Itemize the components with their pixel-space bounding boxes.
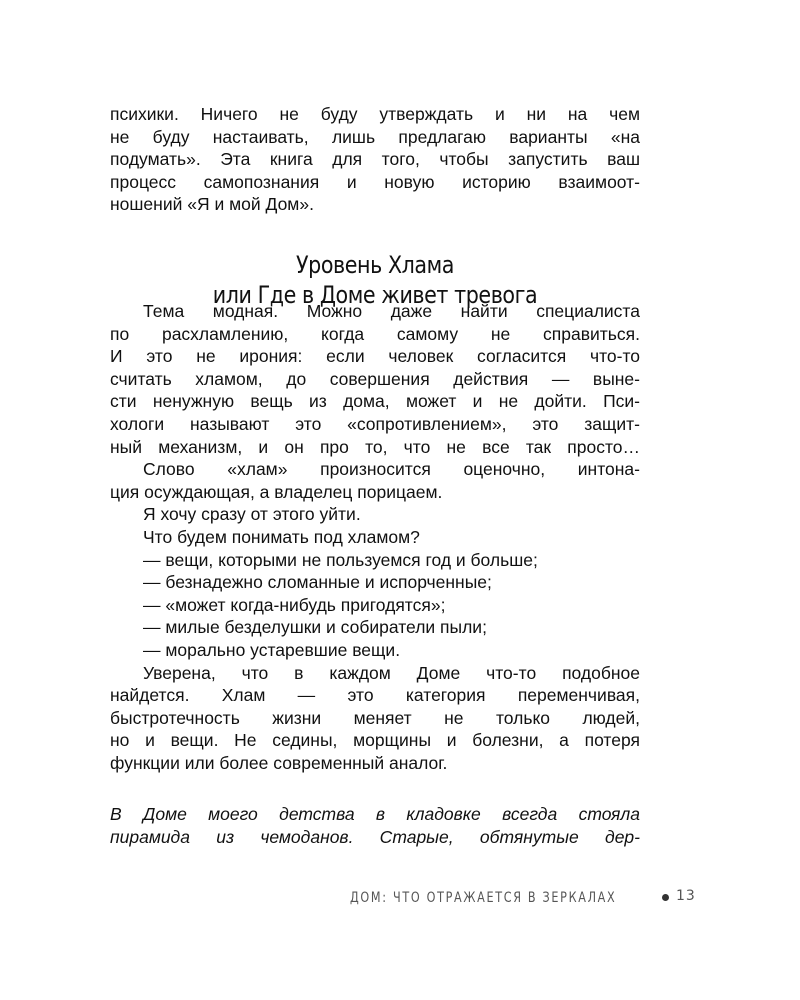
text-line: В Доме моего детства в кладовке всегда стояла (110, 804, 640, 824)
text-line: ный механизм, и он про то, что не все так просто… (110, 436, 640, 457)
text-line: найдется. Хлам — это категория переменчивая, (110, 685, 640, 706)
paragraph-first-line: Уверена, что в каждом Доме что-то подобное (143, 662, 640, 683)
list-item: — вещи, которыми не пользуемся год и больше; (143, 549, 538, 570)
text-line: И это не ирония: если человек согласится что-то (110, 346, 640, 367)
text-line: пирамида из чемоданов. Старые, обтянутые дер- (110, 826, 640, 847)
paragraph-first-line: Что будем понимать под хламом? (143, 526, 420, 547)
text-line: быстротечность жизни меняет не только людей, (110, 707, 640, 728)
paragraph-first-line: Слово «хлам» произносится оценочно, интона- (143, 459, 640, 480)
list-item: — милые безделушки и собиратели пыли; (143, 617, 487, 638)
list-item: — «может когда-нибудь пригодятся»; (143, 594, 446, 615)
section-heading-line-2: или Где в Доме живет тревога (212, 281, 538, 309)
page-footer (350, 888, 696, 912)
intro-paragraph (110, 103, 640, 216)
text-line: сти ненужную вещь из дома, может и не дойти. Пси- (110, 391, 640, 412)
list-item: — морально устаревшие вещи. (143, 639, 401, 660)
text-line: хологи называют это «сопротивлением», это защит- (110, 413, 640, 434)
text-line: но и вещи. Не седины, морщины и болезни, а потеря (110, 730, 640, 751)
text-line: процесс самопознания и новую историю взаимоот- (110, 171, 640, 192)
text-line: не буду настаивать, лишь предлагаю варианты «на (110, 126, 640, 147)
paragraph-first-line: Тема модная. Можно даже найти специалиста (143, 301, 640, 321)
section-heading-line-1: Уровень Хлама (296, 251, 454, 279)
text-line: функции или более современный аналог. (110, 752, 448, 773)
list-item: — безнадежно сломанные и испорченные; (143, 572, 492, 593)
italic-passage (110, 803, 640, 848)
text-line: считать хламом, до совершения действия — выне- (110, 368, 640, 389)
text-line: ношений «Я и мой Дом». (110, 194, 314, 215)
text-line: подумать». Эта книга для того, чтобы запустить ваш (110, 149, 640, 170)
page-number: 13 (676, 888, 696, 904)
text-line: по расхламлению, когда самому не справиться. (110, 323, 640, 344)
text-line: психики. Ничего не буду утверждать и ни на чем (110, 104, 640, 124)
text-line: ция осуждающая, а владелец порицаем. (110, 481, 443, 502)
bullet-icon (662, 894, 669, 901)
paragraph-first-line: Я хочу сразу от этого уйти. (143, 504, 361, 525)
body-text (110, 300, 640, 774)
running-title: ДОМ: ЧТО ОТРАЖАЕТСЯ В ЗЕРКАЛАХ (350, 890, 617, 906)
